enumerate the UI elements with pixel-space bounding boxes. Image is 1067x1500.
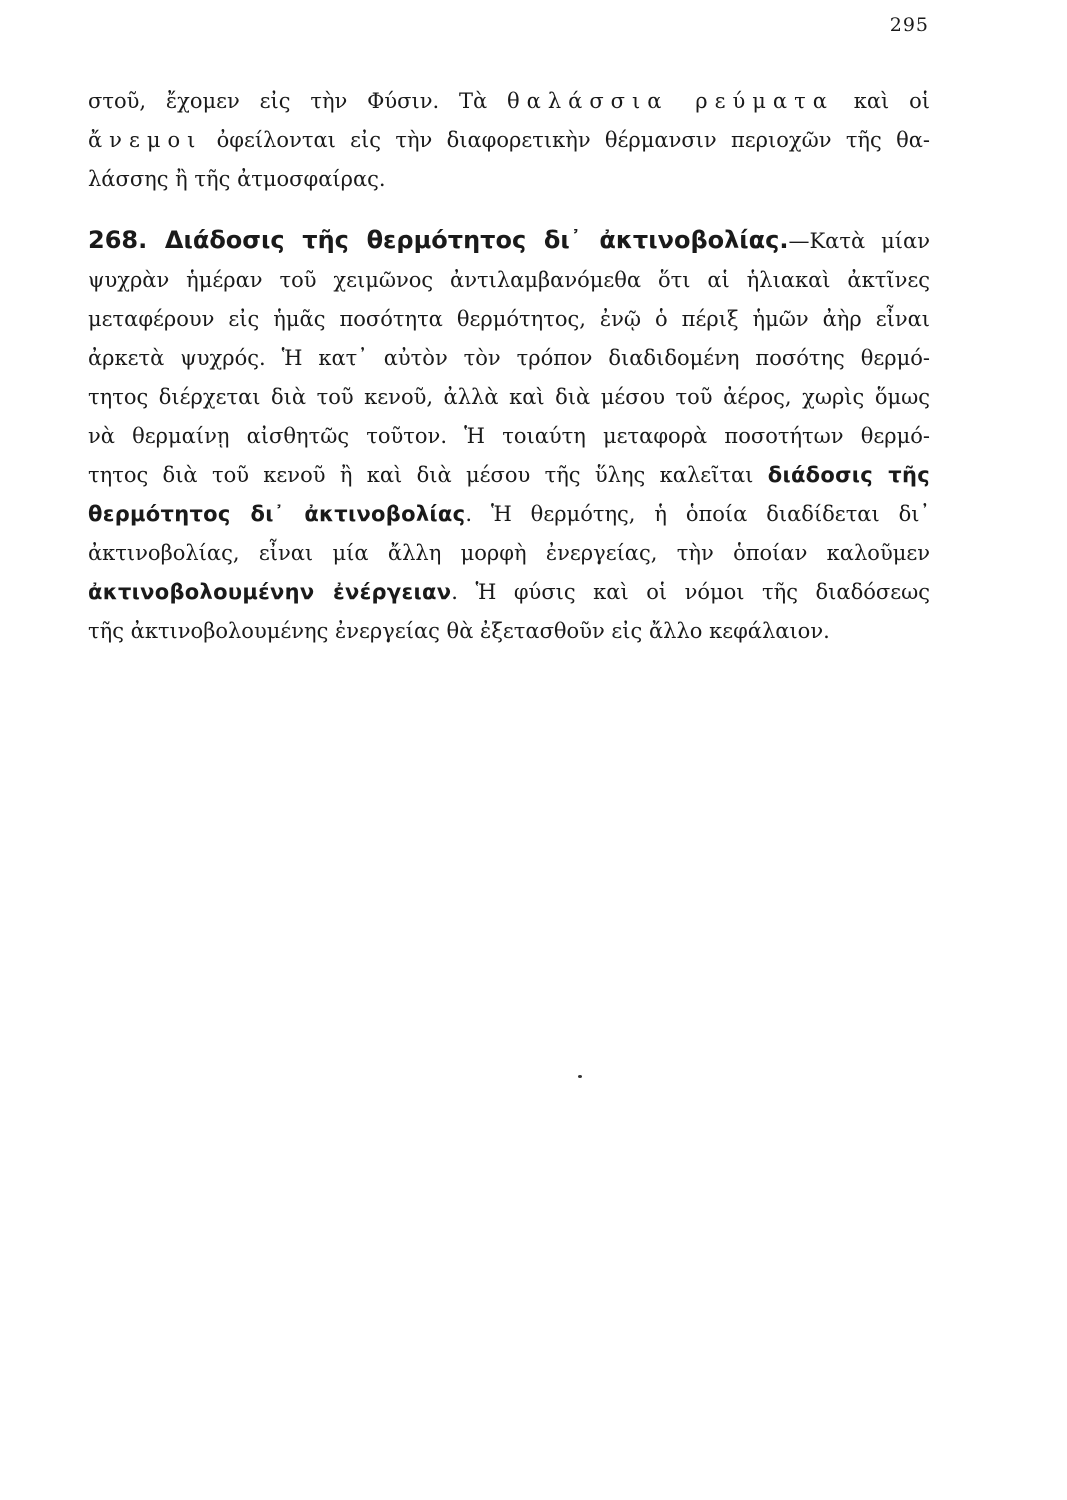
text-line: ἀρκετὰ ψυχρός. Ἡ κατ᾽ αὐτὸν τὸν τρόπον διαδιδομένη ποσότης θερμό- bbox=[88, 346, 930, 370]
section-268 bbox=[88, 219, 930, 651]
section-heading: 268. Διάδοσις τῆς θερμότητος δι᾽ ἀκτινοβολίας. bbox=[88, 226, 789, 254]
bold-term: θερμότητος δι᾽ ἀκτινοβολίας bbox=[88, 502, 466, 526]
text-span: . Ἡ φύσις καὶ οἱ νόμοι τῆς διαδόσεως bbox=[451, 580, 930, 604]
text-line: μεταφέρουν εἰς ἡμᾶς ποσότητα θερμότητος, ἐνῷ ὁ πέριξ ἡμῶν ἀὴρ εἶναι bbox=[88, 307, 930, 331]
text-line bbox=[88, 573, 930, 612]
paragraph-intro bbox=[88, 82, 930, 199]
spaced-term: θαλάσσια ρεύματα bbox=[507, 89, 834, 113]
text-line: ψυχρὰν ἡμέραν τοῦ χειμῶνος ἀντιλαμβανόμεθα ὅτι αἱ ἡλιακαὶ ἀκτῖνες bbox=[88, 268, 930, 292]
text-line: νὰ θερμαίνῃ αἰσθητῶς τοῦτον. Ἡ τοιαύτη μεταφορὰ ποσοτήτων θερμό- bbox=[88, 424, 930, 448]
bold-term: διάδοσις τῆς bbox=[767, 463, 930, 487]
text-line: ἀκτινοβολίας, εἶναι μία ἄλλη μορφὴ ἐνεργείας, τὴν ὁποίαν καλοῦμεν bbox=[88, 541, 930, 565]
section-heading-line bbox=[88, 219, 930, 261]
text-line bbox=[88, 82, 930, 121]
spaced-term: ἄνεμοι bbox=[88, 128, 203, 152]
text-span: . Ἡ θερμότης, ἡ ὁποία διαδίδεται δι᾽ bbox=[465, 502, 930, 526]
page-number: 295 bbox=[889, 14, 929, 36]
text-span: τητος διὰ τοῦ κενοῦ ἢ καὶ διὰ μέσου τῆς ὕλης καλεῖται bbox=[88, 463, 768, 487]
stray-mark bbox=[578, 1075, 582, 1078]
text-line bbox=[88, 495, 930, 534]
text-span: ὀφείλονται εἰς τὴν διαφορετικὴν θέρμανσιν περιοχῶν τῆς θα- bbox=[202, 128, 930, 152]
text-span: στοῦ, ἔχομεν εἰς τὴν Φύσιν. Τὰ bbox=[88, 89, 508, 113]
text-line: τητος διέρχεται διὰ τοῦ κενοῦ, ἀλλὰ καὶ διὰ μέσου τοῦ ἀέρος, χωρὶς ὅμως bbox=[88, 385, 930, 409]
bold-term: ἀκτινοβολουμένην ἐνέργειαν bbox=[88, 580, 452, 604]
text-line bbox=[88, 456, 930, 495]
text-line: τῆς ἀκτινοβολουμένης ἐνεργείας θὰ ἐξετασθοῦν εἰς ἄλλο κεφάλαιον. bbox=[88, 619, 830, 643]
text-line: λάσσης ἢ τῆς ἀτμοσφαίρας. bbox=[88, 167, 386, 191]
text-line bbox=[88, 121, 930, 160]
text-span: καὶ οἱ bbox=[833, 89, 930, 113]
text-span: —Κατὰ μίαν bbox=[788, 229, 930, 253]
